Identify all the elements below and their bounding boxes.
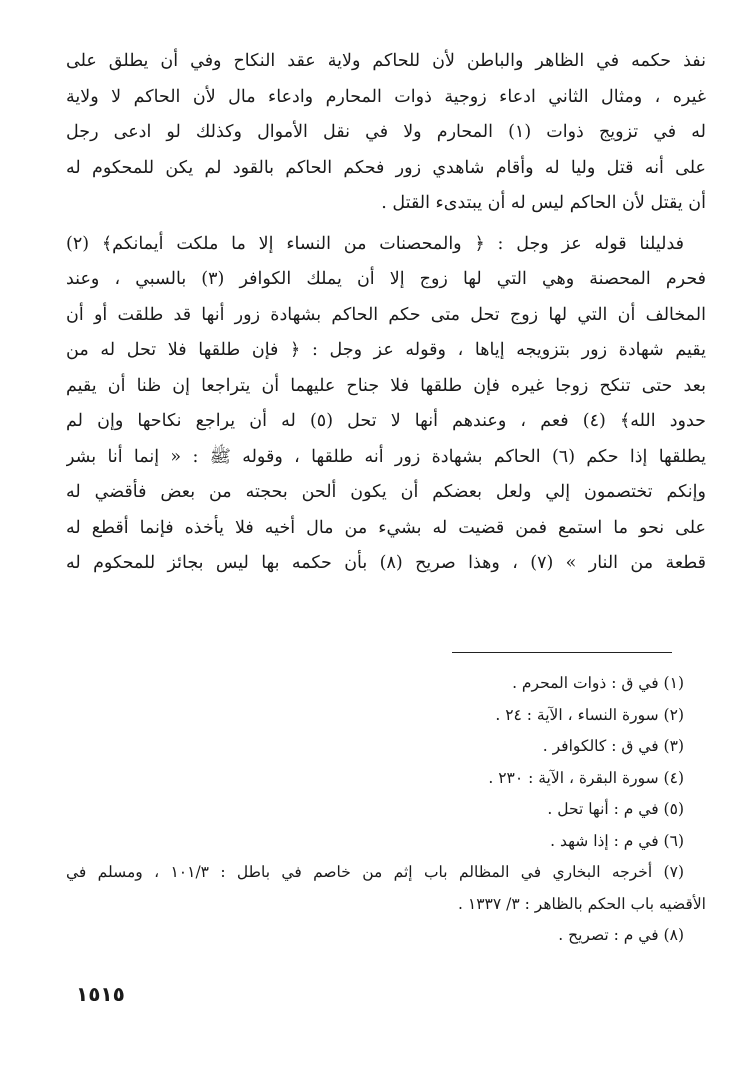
footnote: (٢) سورة النساء ، الآية : ٢٤ . — [495, 705, 684, 724]
text-line: على نحو ما استمع فمن قضيت له بشيء من مال أخيه فلا يأخذه فإنما أقطع له — [66, 517, 706, 538]
text-line: على أنه قتل وليا له وأقام شاهدي زور فحكم الحاكم بالقود لم يكن للمحكوم له — [66, 157, 706, 178]
text-line: المخالف أن التي لها زوج تحل متى حكم الحاكم بشهادة زور أنها قد طلقت أو أن — [66, 304, 706, 325]
footnote: (٧) أخرجه البخاري في المظالم باب إثم من خاصم في باطل : ١٠١/٣ ، ومسلم في — [66, 863, 684, 881]
page-number: ١٥١٥ — [76, 982, 125, 1006]
text-line: يقيم شهادة زور بتزويجه إياها ، وقوله عز وجل : ﴿ فإن طلقها فلا تحل له من — [66, 340, 706, 360]
text-line: فدليلنا قوله عز وجل : ﴿ والمحصنات من النساء إلا ما ملكت أيمانكم﴾ (٢) — [66, 233, 684, 254]
main-text — [66, 44, 706, 582]
text-line: قطعة من النار » (٧) ، وهذا صريح (٨) بأن حكمه بها ليس بجائز للمحكوم له — [66, 553, 706, 573]
footnote-continuation: الأقضيه باب الحكم بالظاهر : ٣/ ١٣٣٧ . — [458, 894, 706, 913]
text-line: وإنكم تختصمون إلي ولعل بعضكم أن يكون ألحن بحجته من بعض فأقضي له — [66, 482, 706, 502]
text-line: غيره ، ومثال الثاني ادعاء زوجية ذوات المحارم وادعاء مال لأن الحاكم لا ولاية — [66, 86, 706, 107]
text-line: يطلقها إذا حكم (٦) الحاكم بشهادة زور أنه طلقها ، وقوله ﷺ : « إنما أنا بشر — [66, 446, 706, 467]
text-line: له في تزويج ذوات (١) المحارم ولا في نقل الأموال وكذلك لو ادعى رجل — [66, 122, 706, 142]
text-line: حدود الله﴾ (٤) فعم ، وعندهم أنها لا تحل (٥) له أن يراجع نكاحها وإن لم — [66, 411, 706, 431]
text-line: فحرم المحصنة وهي التي لها زوج إلا أن يملك الكوافر (٣) بالسبي ، وعند — [66, 269, 706, 289]
footnote: (٣) في ق : كالكوافر . — [542, 737, 684, 755]
footnote-divider — [452, 652, 672, 653]
footnote: (٨) في م : تصريح . — [558, 926, 684, 944]
text-line: أن يقتل لأن الحاكم ليس له أن يبتدىء القتل . — [381, 193, 706, 213]
footnote: (٦) في م : إذا شهد . — [550, 831, 684, 850]
footnote: (١) في ق : ذوات المحرم . — [512, 674, 684, 692]
text-line: نفذ حكمه في الظاهر والباطن لأن للحاكم ولاية عقد النكاح وفي أن يطلق على — [66, 51, 706, 71]
text-line: بعد حتى تنكح زوجا غيره فإن طلقها فلا جناح عليهما أن يتراجعا إن ظنا أن يقيم — [66, 375, 706, 396]
footnote: (٥) في م : أنها تحل . — [547, 800, 684, 818]
footnotes — [66, 668, 706, 952]
footnote: (٤) سورة البقرة ، الآية : ٢٣٠ . — [488, 768, 684, 787]
